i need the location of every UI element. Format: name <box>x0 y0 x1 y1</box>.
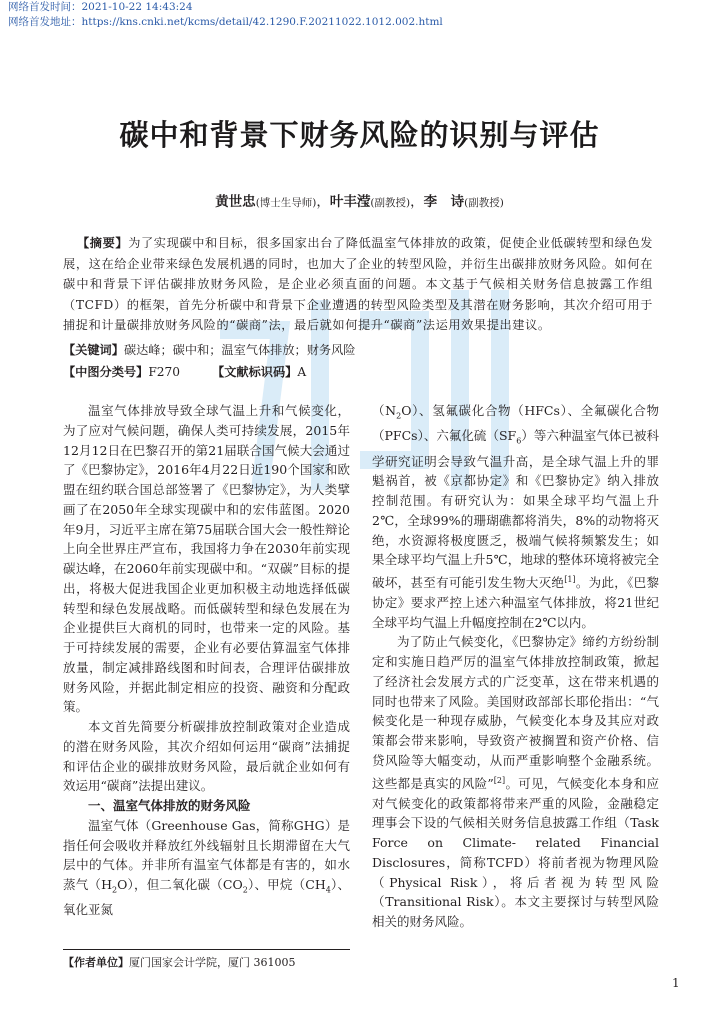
author-separator: ， <box>316 194 330 210</box>
publish-time-label: 网络首发时间： <box>8 1 82 13</box>
author-role: (博士生导师) <box>255 197 317 209</box>
text-run: 。为此，《巴黎协定》要求严控上述六种温室气体排放，将21世纪全球平均气温上升幅度控制在2℃以内。 <box>372 575 659 630</box>
subscript: 6 <box>516 436 522 446</box>
subscript: 2 <box>396 411 402 421</box>
keywords-label: 【关键词】 <box>63 343 124 357</box>
classification-line <box>63 363 306 380</box>
text-run: 温室气体（Greenhouse Gas，简称GHG）是指任何会吸收并释放红外线辐射且长期滞留在大气层中的气体。并非所有温室气体都是有害的，如水蒸气（H <box>63 817 350 892</box>
publish-url[interactable]: https://kns.cnki.net/kcms/detail/42.1290.F.20211022.1012.002.html <box>81 16 443 28</box>
text-run: ）等六种温室气体已被科学研究证明会导致气温升高，是全球气温上升的罪魁祸首，被《京都协定》和《巴黎协定》纳入排放控制范围。有研究认为：如果全球平均气温上升2℃，全球99%的珊瑚礁都将消失，8%的动物将灭绝，水资源将极度匮乏，极端气候将频繁发生；如果全球平均气温上升5℃，地球的整体环境将被完全破坏，甚至有可能引发生物大灭绝 <box>372 428 659 591</box>
publish-time: 2021-10-22 14:43:24 <box>81 1 193 13</box>
footer-divider <box>63 949 350 950</box>
author-separator: ， <box>410 194 424 210</box>
author-name: 叶丰滢 <box>329 194 371 210</box>
abstract-text: 为了实现碳中和目标，很多国家出台了降低温室气体排放的政策，促使企业低碳转型和绿色发展，这在给企业带来绿色发展机遇的同时，也加大了企业的转型风险，并衍生出碳排放财务风险。如何在碳中和背景下评估碳排放财务风险，是企业必须直面的问题。本文基于气候相关财务信息披露工作组（TCFD）的框架，首先分析碳中和背景下企业遭遇的转型风险类型及其潜在财务影响，其次介绍可用于捕捉和计量碳排放财务风险的“碳商”法，最后就如何提升“碳商”法运用效果提出建议。 <box>63 236 653 333</box>
classification-value: F270 <box>148 365 181 379</box>
body-paragraph <box>372 401 659 632</box>
citation[interactable]: [2] <box>493 775 506 785</box>
body-paragraph <box>372 632 659 931</box>
author-name: 黄世忠 <box>215 194 256 210</box>
author-line <box>0 190 719 210</box>
publication-header <box>8 0 443 30</box>
author-role: (副教授) <box>370 197 411 209</box>
document-code-value: A <box>297 365 307 379</box>
affiliation-text: 厦门国家会计学院，厦门 361005 <box>129 956 296 969</box>
abstract <box>63 233 653 336</box>
text-run: ）、氧化亚氮 <box>63 877 350 918</box>
abstract-label: 【摘要】 <box>77 236 129 250</box>
subscript: 2 <box>242 885 248 895</box>
body-paragraph: 本文首先简要分析碳排放控制政策对企业造成的潜在财务风险，其次介绍如何运用“碳商”法捕捉和评估企业的碳排放财务风险，最后就企业如何有效运用“碳商”法提出建议。 <box>63 719 350 794</box>
body-column-right <box>372 401 659 932</box>
text-run: 为了防止气候变化，《巴黎协定》缔约方纷纷制定和实施日趋严厉的温室气体排放控制政策，掀起了经济社会发展方式的广泛变革，这在带来机遇的同时也带来了风险。美国财政部部长耶伦指出：“气候变化是一种现存威胁，气候变化本身及其应对政策都会带来影响，导致资产被搁置和资产价格、信贷风险等大幅变动，从而严重影响整个金融系统。这些都是真实的风险” <box>372 634 659 791</box>
affiliation-label: 【作者单位】 <box>63 956 129 969</box>
author-role: (副教授) <box>464 197 504 209</box>
subscript: 4 <box>325 885 331 895</box>
body-column-left <box>63 401 350 920</box>
section-heading: 一、温室气体排放的财务风险 <box>88 798 251 813</box>
subscript: 2 <box>112 885 118 895</box>
body-paragraph: 温室气体排放导致全球气温上升和气候变化，为了应对气候问题，确保人类可持续发展，2015年12月12日在巴黎召开的第21届联合国气候大会通过了《巴黎协定》，2016年4月22日近190个国家和欧盟在纽约联合国总部签署了《巴黎协定》，为人类擘画了在2050年全球实现碳中和的宏伟蓝图。2020年9月，习近平主席在第75届联合国大会一般性辩论上向全世界庄严宣布，我国将力争在2030年前实现碳达峰，在2060年前实现碳中和。“双碳”目标的提出，将极大促进我国企业更加积极主动地选择低碳转型和绿色发展战略。而低碳转型和绿色发展在为企业提供巨大商机的同时，也带来一定的风险。基于可持续发展的需要，企业有必要估算温室气体排放量，制定减排路线图和时间表，合理评估碳排放财务风险，并据此制定相应的投资、融资和分配政策。 <box>63 403 350 715</box>
text-run: （N <box>372 403 397 418</box>
text-run: O）、氢氟碳化合物（HFCs）、全氟碳化合物（PFCs）、六氟化硫（SF <box>372 403 659 444</box>
document-code-label: 【文献标识码】 <box>212 365 298 379</box>
keywords <box>63 341 356 358</box>
paper-title: 碳中和背景下财务风险的识别与评估 <box>119 118 600 152</box>
text-run: O），但二氧化碳（CO <box>117 877 243 892</box>
text-run: ）、甲烷（CH <box>247 877 326 892</box>
body-paragraph <box>63 816 350 920</box>
publish-url-line <box>8 15 443 30</box>
citation[interactable]: [1] <box>564 575 576 584</box>
classification-label: 【中图分类号】 <box>63 365 149 379</box>
page-number: 1 <box>672 976 680 990</box>
publish-url-label: 网络首发地址： <box>8 16 82 28</box>
publish-time-line <box>8 0 443 15</box>
text-run: 。可见，气候变化本身和应对气候变化的政策都将带来严重的风险，金融稳定理事会下设的气候相关财务信息披露工作组（Task Force on Climate- related Financial Disclosures，简称TCFD）将前者视为物理风险（Physical Risk），将后者视为转型风险（Transitional Risk）。本文主要探讨与转型风险相关的财务风险。 <box>372 775 659 930</box>
author-name: 李 诗 <box>423 194 465 210</box>
author-affiliation <box>63 954 296 970</box>
keywords-text: 碳达峰；碳中和；温室气体排放；财务风险 <box>123 343 356 357</box>
